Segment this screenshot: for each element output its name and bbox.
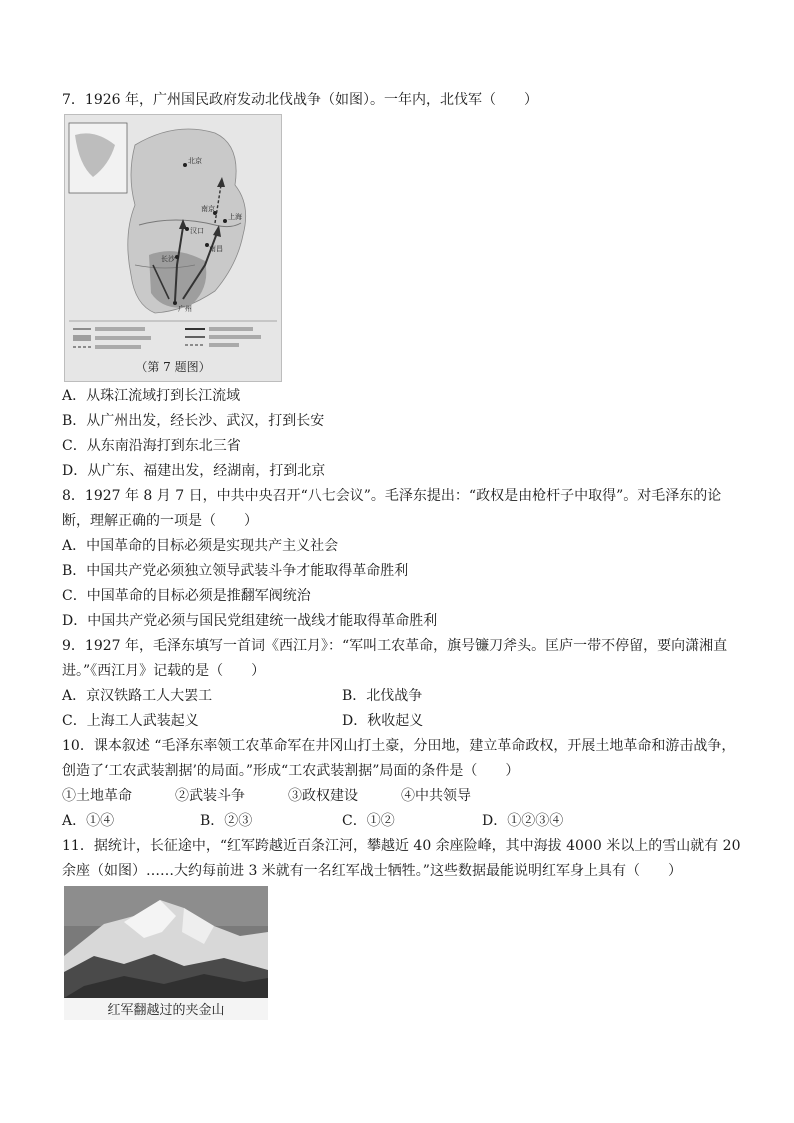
q8-option-d[interactable]: D．中国共产党必须与国民党组建统一战线才能取得革命胜利 xyxy=(62,613,438,629)
mountain-photo xyxy=(64,886,268,998)
q10-option-b[interactable]: B．②③ xyxy=(200,813,253,829)
q8-option-a[interactable]: A．中国革命的目标必须是实现共产主义社会 xyxy=(62,538,339,554)
q7-option-c[interactable]: C．从东南沿海打到东北三省 xyxy=(62,438,241,454)
q10-option-a[interactable]: A．①④ xyxy=(62,813,115,829)
northern-expedition-map xyxy=(65,115,281,381)
q9-option-a[interactable]: A．京汉铁路工人大罢工 xyxy=(62,688,213,704)
q10-option-c[interactable]: C．①② xyxy=(342,813,395,829)
q10-item-2: ②武装斗争 xyxy=(175,788,245,804)
q8-stem-line2: 断，理解正确的一项是（ ） xyxy=(62,513,258,529)
q9-option-c[interactable]: C．上海工人武装起义 xyxy=(62,713,199,729)
q11-photo-figure xyxy=(64,886,268,1020)
map-label-shanghai: 上海 xyxy=(228,213,242,221)
q9-option-b[interactable]: B．北伐战争 xyxy=(342,688,423,704)
q8-option-b[interactable]: B．中国共产党必须独立领导武装斗争才能取得革命胜利 xyxy=(62,563,409,579)
map-label-guangzhou: 广州 xyxy=(178,305,192,313)
q10-option-d[interactable]: D．①②③④ xyxy=(482,813,564,829)
q7-option-d[interactable]: D．从广东、福建出发，经湖南，打到北京 xyxy=(62,463,326,479)
q7-stem: 7．1926 年，广州国民政府发动北伐战争（如图）。一年内，北伐军（ ） xyxy=(62,92,538,108)
map-label-nanjing: 南京 xyxy=(201,205,215,213)
q9-option-d[interactable]: D．秋收起义 xyxy=(342,713,424,729)
q10-item-4: ④中共领导 xyxy=(401,788,471,804)
q10-stem-line1: 10．课本叙述 “毛泽东率领工农革命军在井冈山打土豪，分田地，建立革命政权，开展土地革命和游击战争， xyxy=(62,738,736,754)
q11-stem-line1: 11．据统计，长征途中，“红军跨越近百条江河，攀越近 40 余座险峰，其中海拔 4000 米以上的雪山就有 20 xyxy=(62,838,741,854)
map-label-wuhan: 汉口 xyxy=(190,227,204,235)
q7-map-figure xyxy=(64,114,282,382)
q7-option-b[interactable]: B．从广州出发，经长沙、武汉，打到长安 xyxy=(62,413,325,429)
map-label-beijing: 北京 xyxy=(188,157,202,165)
map-label-changsha: 长沙 xyxy=(161,255,175,263)
q10-item-1: ①土地革命 xyxy=(62,788,132,804)
q9-stem-line1: 9．1927 年，毛泽东填写一首词《西江月》：“军叫工农革命，旗号镰刀斧头。匡庐一带不停留，要向潇湘直 xyxy=(62,638,728,654)
q7-option-a[interactable]: A．从珠江流域打到长江流域 xyxy=(62,388,241,404)
map-label-nanchang: 南昌 xyxy=(209,245,223,253)
q11-photo-caption: 红军翻越过的夹金山 xyxy=(107,1003,225,1018)
q8-stem-line1: 8．1927 年 8 月 7 日，中共中央召开“八七会议”。毛泽东提出：“政权是由枪杆子中取得”。对毛泽东的论 xyxy=(62,488,722,504)
q11-stem-line2: 余座（如图）……大约每前进 3 米就有一名红军战士牺牲。”这些数据最能说明红军身上具有（ ） xyxy=(62,863,682,879)
q8-option-c[interactable]: C．中国革命的目标必须是推翻军阀统治 xyxy=(62,588,311,604)
q9-stem-line2: 进。”《西江月》记载的是（ ） xyxy=(62,663,266,679)
q10-stem-line2: 创造了‘工农武装割据’的局面。”形成“工农武装割据”局面的条件是（ ） xyxy=(62,763,520,779)
q7-figure-caption: （第 7 题图） xyxy=(135,360,211,374)
q10-item-3: ③政权建设 xyxy=(288,788,358,804)
